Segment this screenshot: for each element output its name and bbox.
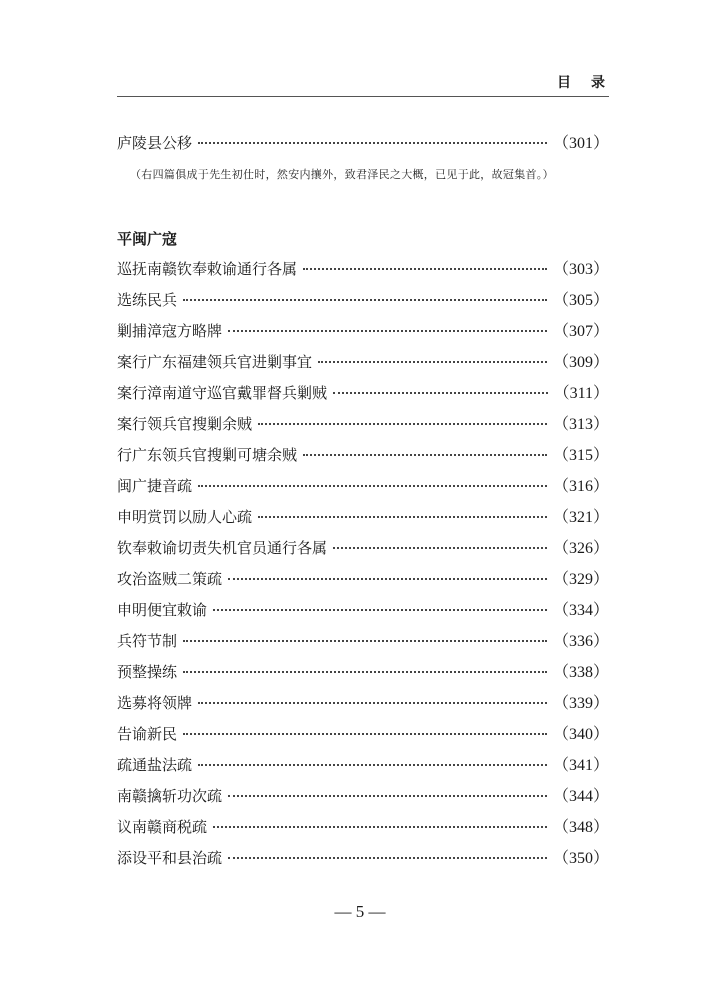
- toc-entry-page: （307）: [552, 323, 609, 340]
- dot-leader: [333, 546, 547, 549]
- dot-leader: [198, 763, 547, 766]
- dot-leader: [198, 484, 547, 487]
- toc-entry-page: （303）: [552, 261, 609, 278]
- toc-entry-page: （350）: [552, 850, 609, 867]
- toc-entry-page: （339）: [552, 695, 609, 712]
- toc-entry[interactable]: [117, 128, 609, 159]
- toc-entry[interactable]: [117, 471, 609, 502]
- toc-entry[interactable]: [117, 843, 609, 874]
- toc-entry[interactable]: [117, 688, 609, 719]
- dot-leader: [213, 608, 547, 611]
- toc-entry-page: （316）: [552, 478, 609, 495]
- dot-leader: [183, 639, 547, 642]
- running-header: [117, 70, 625, 94]
- toc-entry-page: （348）: [552, 819, 609, 836]
- toc-entry-title: 疏通盐法疏: [117, 756, 193, 774]
- toc-entry-page: （311）: [553, 385, 609, 402]
- dot-leader: [228, 794, 547, 797]
- toc-entry-page: （326）: [552, 540, 609, 557]
- toc-first-block: [117, 128, 609, 159]
- toc-entry-page: （341）: [552, 757, 609, 774]
- dot-leader: [228, 577, 547, 580]
- toc-entry[interactable]: [117, 347, 609, 378]
- toc-entry[interactable]: [117, 750, 609, 781]
- editor-note: （右四篇俱成于先生初仕时，然安内攘外，致君泽民之大概，已见于此，故冠集首。）: [130, 168, 554, 181]
- toc-entry-page: （301）: [552, 135, 609, 152]
- toc-entry-title: 闽广捷音疏: [117, 477, 193, 495]
- toc-entry-title: 钦奉敕谕切责失机官员通行各属: [117, 539, 328, 557]
- toc-entry-title: 剿捕漳寇方略牌: [117, 322, 223, 340]
- toc-entry-title: 案行漳南道守巡官戴罪督兵剿贼: [117, 384, 328, 402]
- toc-entry-title: 庐陵县公移: [117, 134, 193, 152]
- toc-entry-title: 申明赏罚以励人心疏: [117, 508, 253, 526]
- toc-entry-title: 告谕新民: [117, 725, 178, 743]
- dot-leader: [318, 360, 547, 363]
- dot-leader: [228, 329, 547, 332]
- dot-leader: [333, 391, 548, 394]
- toc-entry[interactable]: [117, 781, 609, 812]
- toc-entry-page: （329）: [552, 571, 609, 588]
- toc-entry-title: 选练民兵: [117, 291, 178, 309]
- toc-entry-page: （336）: [552, 633, 609, 650]
- toc-entry-title: 南赣擒斩功次疏: [117, 787, 223, 805]
- dot-leader: [228, 856, 547, 859]
- toc-entry-title: 议南赣商税疏: [117, 818, 208, 836]
- toc-entry[interactable]: [117, 719, 609, 750]
- toc-entry-page: （315）: [552, 447, 609, 464]
- dot-leader: [183, 732, 547, 735]
- toc-entry-title: 攻治盗贼二策疏: [117, 570, 223, 588]
- dot-leader: [183, 670, 547, 673]
- toc-entry-title: 巡抚南赣钦奉敕谕通行各属: [117, 260, 298, 278]
- toc-entry-title: 选募将领牌: [117, 694, 193, 712]
- toc-entry[interactable]: [117, 285, 609, 316]
- toc-entry[interactable]: [117, 533, 609, 564]
- toc-list: [117, 254, 609, 874]
- toc-entry-page: （338）: [552, 664, 609, 681]
- header-rule: [117, 96, 609, 97]
- toc-entry[interactable]: [117, 502, 609, 533]
- toc-entry-page: （340）: [552, 726, 609, 743]
- toc-entry-page: （321）: [552, 509, 609, 526]
- header-title: 目录: [557, 75, 625, 91]
- toc-entry-title: 案行广东福建领兵官进剿事宜: [117, 353, 313, 371]
- toc-entry[interactable]: [117, 378, 609, 409]
- toc-entry[interactable]: [117, 595, 609, 626]
- dot-leader: [303, 453, 547, 456]
- toc-entry-title: 申明便宜敕谕: [117, 601, 208, 619]
- toc-entry[interactable]: [117, 626, 609, 657]
- toc-entry[interactable]: [117, 657, 609, 688]
- page-number: — 5 —: [334, 902, 386, 921]
- toc-entry[interactable]: [117, 564, 609, 595]
- toc-entry-page: （313）: [552, 416, 609, 433]
- toc-entry[interactable]: [117, 254, 609, 285]
- dot-leader: [198, 701, 547, 704]
- section-title: 平闽广寇: [117, 230, 178, 248]
- toc-entry-title: 行广东领兵官搜剿可塘余贼: [117, 446, 298, 464]
- toc-entry[interactable]: [117, 409, 609, 440]
- toc-entry[interactable]: [117, 316, 609, 347]
- toc-entry-page: （344）: [552, 788, 609, 805]
- dot-leader: [198, 141, 547, 144]
- toc-entry-title: 预整操练: [117, 663, 178, 681]
- dot-leader: [258, 515, 547, 518]
- toc-entry-page: （309）: [552, 354, 609, 371]
- toc-entry-title: 添设平和县治疏: [117, 849, 223, 867]
- toc-entry-page: （334）: [552, 602, 609, 619]
- toc-entry[interactable]: [117, 440, 609, 471]
- toc-entry-title: 兵符节制: [117, 632, 178, 650]
- dot-leader: [183, 298, 547, 301]
- dot-leader: [303, 267, 547, 270]
- toc-entry-title: 案行领兵官搜剿余贼: [117, 415, 253, 433]
- toc-entry[interactable]: [117, 812, 609, 843]
- toc-entry-page: （305）: [552, 292, 609, 309]
- dot-leader: [213, 825, 547, 828]
- dot-leader: [258, 422, 547, 425]
